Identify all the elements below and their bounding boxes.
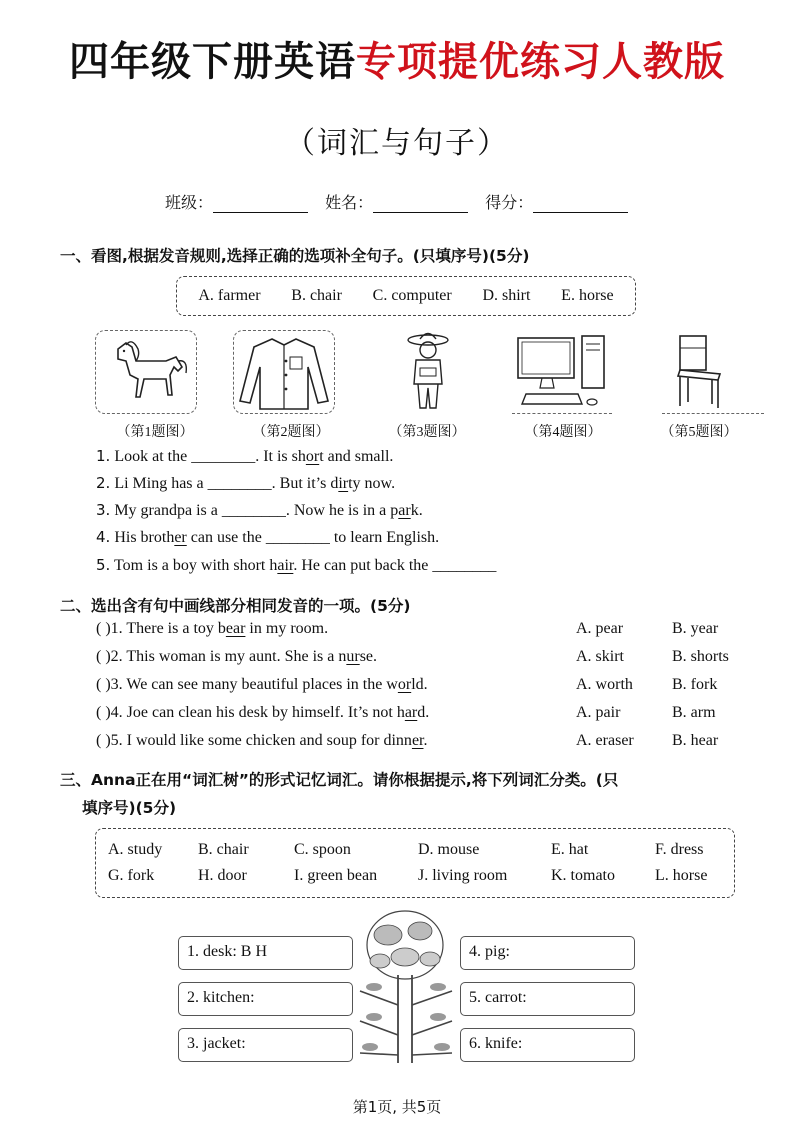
option-item: B. chair [291,287,342,304]
s2-q1-option-a: A. pear [576,620,624,637]
branch-box-6[interactable]: 6. knife: [460,1028,635,1062]
s2-question-3: ( )3. We can see many beautiful places in the world. [96,676,428,693]
s2-question-5: ( )5. I would like some chicken and soup for dinner. [96,732,428,749]
s2-q3-option-b: B. fork [672,676,718,693]
tree-icon [340,905,470,1065]
page-title [0,30,794,87]
s2-question-4: ( )4. Joe can clean his desk by himself. It’s not hard. [96,704,430,721]
branch-box-2[interactable]: 2. kitchen: [178,982,353,1016]
horse-icon [96,331,196,413]
farmer-icon [398,330,458,414]
page-subtitle: （词汇与句子） [285,126,509,161]
s2-q1-option-b: B. year [672,620,719,637]
answer-blank[interactable]: ________ [207,475,272,492]
s1-question-4: 4. His brother can use the ________ to learn English. [96,528,440,546]
word-item: E. hat [551,841,589,858]
s2-question-2: ( )2. This woman is my aunt. She is a nurse. [96,648,378,665]
option-item: E. horse [561,287,614,304]
score-label: 得分： [485,193,534,212]
section3-heading-line2: 填序号)(5分) [82,799,177,817]
word-item: H. door [198,867,247,884]
s1-question-1: 1. Look at the ________. It is short and small. [96,447,394,465]
word-item: I. green bean [294,867,378,884]
horse-picture [95,330,197,414]
s1-question-2: 2. Li Ming has a ________. But it’s dirty now. [96,474,396,492]
s2-q4-option-b: B. arm [672,704,716,721]
branch-box-3[interactable]: 3. jacket: [178,1028,353,1062]
section1-heading: 一、看图,根据发音规则,选择正确的选项补全句子。(只填序号)(5分) [60,247,530,265]
section1-options-box [176,276,636,316]
word-item: D. mouse [418,841,480,858]
word-item: C. spoon [294,841,351,858]
word-item: A. study [108,841,163,858]
class-blank[interactable] [213,197,308,213]
branch-box-1[interactable]: 1. desk: B H [178,936,353,970]
option-item: D. shirt [482,287,531,304]
caption-3: （第3题图） [388,425,466,440]
answer-blank[interactable]: ________ [191,448,256,465]
caption-2: （第2题图） [252,425,330,440]
s2-q4-option-a: A. pair [576,704,621,721]
section2-questions [96,620,756,760]
s1-question-5: 5. Tom is a boy with short hair. He can put back the ________ [96,556,497,574]
farmer-picture [398,330,458,414]
title-highlight: 专项提优练习人教版 [356,39,725,85]
s2-q3-option-a: A. worth [576,676,633,693]
section2-heading: 二、选出含有句中画线部分相同发音的一项。(5分) [60,597,411,615]
answer-paren[interactable]: ( ) [96,620,111,637]
word-item: J. living room [418,867,508,884]
s2-q2-option-a: A. skirt [576,648,624,665]
s2-q2-option-b: B. shorts [672,648,729,665]
student-info-line [165,190,640,213]
title-main: 四年级下册英语 [69,39,356,85]
caption-1: （第1题图） [116,425,194,440]
answer-paren[interactable]: ( ) [96,648,111,665]
s2-question-1: ( )1. There is a toy bear in my room. [96,620,329,637]
computer-picture [512,330,612,414]
branch-box-4[interactable]: 4. pig: [460,936,635,970]
chair-picture [662,330,764,414]
answer-paren[interactable]: ( ) [96,704,111,721]
section3-word-box [95,828,735,898]
shirt-icon [234,331,334,413]
answer-paren[interactable]: ( ) [96,676,111,693]
name-label: 姓名： [325,193,374,212]
word-item: B. chair [198,841,249,858]
page-footer: 第1页, 共5页 [352,1098,442,1116]
answer-blank[interactable]: ________ [221,502,286,519]
s2-q5-option-a: A. eraser [576,732,634,749]
vocabulary-tree [340,905,470,1065]
answer-paren[interactable]: ( ) [96,732,111,749]
caption-5: （第5题图） [660,425,738,440]
word-item: L. horse [655,867,708,884]
section3-heading-line1: 三、Anna正在用“词汇树”的形式记忆词汇。请你根据提示,将下列词汇分类。(只 [60,771,619,789]
option-item: C. computer [372,287,452,304]
answer-blank[interactable]: ________ [432,557,497,574]
branch-box-5[interactable]: 5. carrot: [460,982,635,1016]
s1-question-3: 3. My grandpa is a ________. Now he is in a park. [96,501,423,519]
word-item: F. dress [655,841,704,858]
shirt-picture [233,330,335,414]
name-blank[interactable] [373,197,468,213]
s2-q5-option-b: B. hear [672,732,719,749]
word-item: K. tomato [551,867,615,884]
chair-icon [662,330,764,414]
caption-4: （第4题图） [524,425,602,440]
score-blank[interactable] [533,197,628,213]
option-item: A. farmer [198,287,261,304]
answer-blank[interactable]: ________ [265,529,330,546]
word-item: G. fork [108,867,155,884]
class-label: 班级： [165,193,214,212]
computer-icon [512,330,612,414]
